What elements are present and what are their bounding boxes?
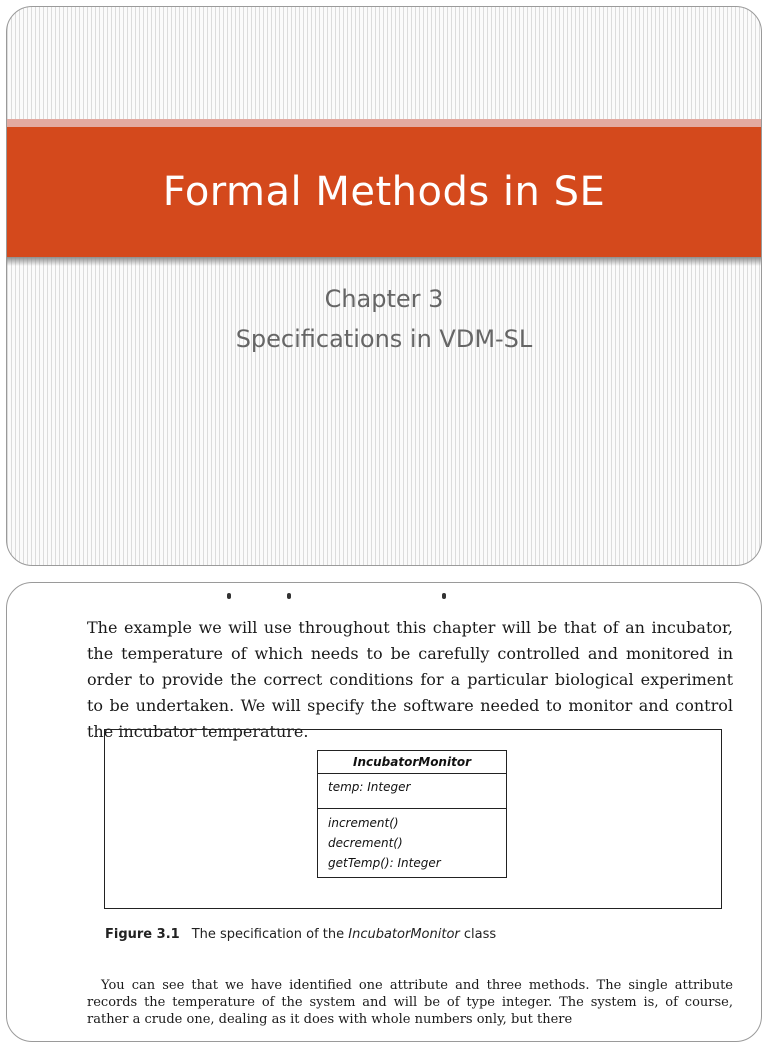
title-slide <box>6 6 762 566</box>
figure-caption <box>105 927 496 942</box>
title-band <box>7 127 761 257</box>
figure-label: Figure 3.1 <box>105 927 180 942</box>
figure-frame <box>104 729 722 909</box>
uml-operation: getTemp(): Integer <box>328 856 441 870</box>
title-band-shadow <box>7 257 761 266</box>
caption-text-prefix: The specification of the <box>191 927 349 942</box>
content-slide <box>6 582 762 1042</box>
uml-operation: increment() <box>328 816 399 830</box>
slide-subtitle: Specifications in VDM-SL <box>235 325 533 353</box>
body-paragraph <box>87 977 733 1028</box>
uml-class-box <box>317 750 507 878</box>
cropped-text-remnant <box>207 593 467 601</box>
title-band-accent <box>7 119 761 127</box>
subtitle-block <box>7 279 761 359</box>
caption-text-suffix: class <box>459 927 497 942</box>
caption-text-italic: IncubatorMonitor <box>348 927 460 942</box>
body-paragraph-text: You can see that we have identified one attribute and three methods. The single attribute records the temperature of the system and will be of type integer. The system is, of course, rather a crude one, dealing as it does with whole numbers only, but there <box>87 978 733 1027</box>
uml-class-name: IncubatorMonitor <box>318 751 506 774</box>
uml-operations <box>318 809 506 877</box>
uml-attribute: temp: Integer <box>318 774 506 809</box>
chapter-label: Chapter 3 <box>324 285 444 313</box>
slide-title: Formal Methods in SE <box>162 169 606 215</box>
uml-operation: decrement() <box>328 836 403 850</box>
intro-paragraph: The example we will use throughout this chapter will be that of an incubator, the temperature of which needs to be carefully controlled and monitored in order to provide the correct conditions for a particular biological experiment to be undertaken. We will specify the software needed to monitor and control the incubator temperature. <box>87 618 733 741</box>
